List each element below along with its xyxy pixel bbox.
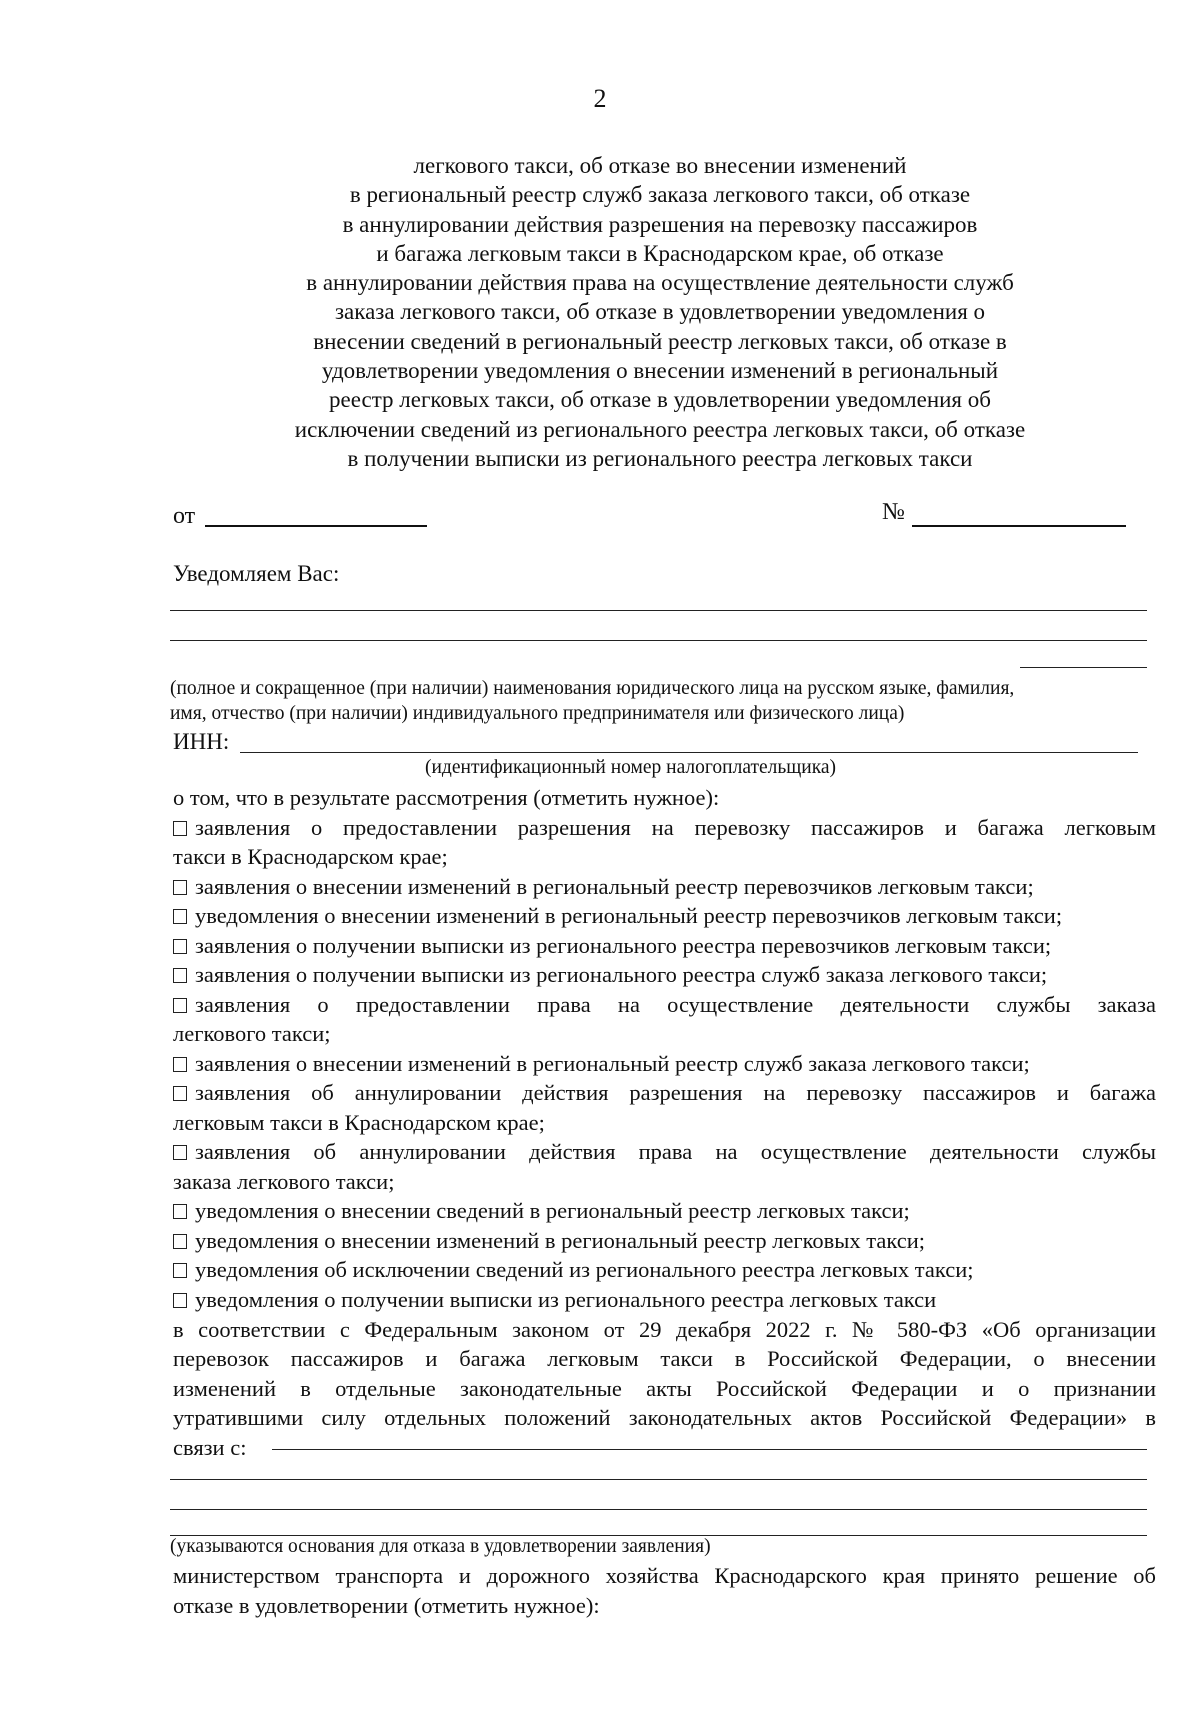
number-field-line — [912, 525, 1126, 527]
title-line: в аннулировании действия права на осуществление деятельности служб — [306, 270, 1014, 296]
page-number: 2 — [593, 84, 607, 113]
title-line: и багажа легковым такси в Краснодарском крае, об отказе — [376, 240, 944, 266]
checklist-item — [173, 1196, 1156, 1226]
checklist-item-continuation — [173, 1108, 1156, 1138]
checklist-item — [173, 931, 1156, 961]
checklist-item-text: заявления о получении выписки из регионального реестра перевозчиков легковым такси; — [195, 932, 1052, 958]
in-connection-label: связи с: — [173, 1434, 247, 1460]
checklist-item — [173, 960, 1156, 990]
document-title — [160, 151, 1160, 473]
checklist-item-text: легкового такси; — [173, 1021, 331, 1046]
checklist-item-text: заявления об аннулировании действия права на осуществление деятельности службы — [195, 1139, 1156, 1164]
checklist-item-text: уведомления о внесении сведений в региональный реестр легковых такси; — [195, 1198, 910, 1223]
checkbox[interactable] — [173, 1234, 187, 1249]
title-line: реестр легковых такси, об отказе в удовлетворении уведомления об — [329, 387, 991, 413]
checklist-item-text: заявления о внесении изменений в региональный реестр перевозчиков легковым такси; — [195, 873, 1034, 899]
decision-text — [173, 1561, 1156, 1620]
checklist-item — [173, 813, 1156, 843]
title-line: удовлетворении уведомления о внесении изменений в региональный — [321, 358, 999, 384]
checkbox[interactable] — [173, 1145, 187, 1160]
checkbox[interactable] — [173, 1204, 187, 1219]
checklist-item-text: уведомления о внесении изменений в региональный реестр перевозчиков легковым такси; — [195, 903, 1063, 928]
from-label: от — [173, 503, 196, 529]
checkbox[interactable] — [173, 821, 187, 836]
checklist-item — [173, 872, 1156, 902]
checklist-item-text: заявления о предоставлении права на осуществление деятельности службы заказа — [195, 991, 1156, 1017]
checkbox[interactable] — [173, 998, 187, 1013]
checklist-item-continuation — [173, 1019, 1156, 1049]
law-line: утратившими силу отдельных положений законодательных актов Российской Федерации» в — [173, 1405, 1156, 1431]
checklist-item-text: легковым такси в Краснодарском крае; — [173, 1109, 545, 1135]
checkbox[interactable] — [173, 1086, 187, 1101]
title-line: заказа легкового такси, об отказе в удовлетворении уведомления о — [334, 299, 986, 325]
decision-line: министерством транспорта и дорожного хозяйства Краснодарского края принято решение об — [173, 1563, 1156, 1588]
checklist-item — [173, 1285, 1156, 1315]
title-line: исключении сведений из регионального реестра легковых такси, об отказе — [294, 416, 1026, 442]
grounds-note: (указываются основания для отказа в удовлетворении заявления) — [170, 1536, 711, 1557]
checklist-item-text: заявления о предоставлении разрешения на перевозку пассажиров и багажа легковым — [195, 814, 1156, 840]
grounds-line — [170, 1479, 1147, 1480]
checkbox[interactable] — [173, 1057, 187, 1072]
applicant-line — [170, 640, 1147, 641]
checkbox[interactable] — [173, 909, 187, 924]
inn-label: ИНН: — [173, 729, 230, 754]
checklist-item — [173, 1078, 1156, 1108]
applicant-note: имя, отчество (при наличии) индивидуального предпринимателя или физического лица) — [170, 703, 905, 724]
law-line: перевозок пассажиров и багажа легковым такси в Российской Федерации, о внесении — [173, 1346, 1156, 1372]
law-paragraph — [173, 1315, 1156, 1462]
checklist-intro: о том, что в результате рассмотрения (отметить нужное): — [173, 785, 720, 810]
decision-line: отказе в удовлетворении (отметить нужное): — [173, 1592, 600, 1618]
checkbox[interactable] — [173, 1263, 187, 1278]
checklist-item-continuation — [173, 1167, 1156, 1197]
checklist-item — [173, 990, 1156, 1020]
checklist-item-text: такси в Краснодарском крае; — [173, 844, 448, 869]
law-line: в соответствии с Федеральным законом от 29 декабря 2022 г. № 580-ФЗ «Об организации — [173, 1317, 1156, 1342]
checkbox[interactable] — [173, 1293, 187, 1308]
checklist-item — [173, 1049, 1156, 1079]
title-line: внесении сведений в региональный реестр легковых такси, об отказе в — [313, 328, 1007, 354]
checklist-item — [173, 901, 1156, 931]
checklist-item-text: заявления об аннулировании действия разрешения на перевозку пассажиров и багажа — [195, 1080, 1156, 1105]
title-line: в аннулировании действия разрешения на перевозку пассажиров — [342, 211, 978, 237]
checkbox[interactable] — [173, 968, 187, 983]
date-field-line — [205, 525, 427, 527]
checklist-item-text: уведомления об исключении сведений из регионального реестра легковых такси; — [195, 1257, 974, 1282]
title-line: в региональный реестр служб заказа легкового такси, об отказе — [349, 182, 971, 208]
inn-note: (идентификационный номер налогоплательщика) — [425, 757, 837, 778]
checklist-item — [173, 1137, 1156, 1167]
checkbox[interactable] — [173, 880, 187, 895]
checklist-item-text: заявления о получении выписки из регионального реестра служб заказа легкового такси; — [195, 962, 1048, 987]
number-label: № — [882, 499, 905, 525]
title-line: легкового такси, об отказе во внесении изменений — [413, 153, 907, 178]
checklist-item-text: заказа легкового такси; — [173, 1168, 395, 1194]
checklist — [173, 783, 1156, 1314]
grounds-line — [170, 1509, 1147, 1510]
applicant-note: (полное и сокращенное (при наличии) наименования юридического лица на русском языке, фамилия, — [170, 678, 1015, 699]
notify-label: Уведомляем Вас: — [173, 561, 340, 586]
checklist-item-text: уведомления о внесении изменений в региональный реестр легковых такси; — [195, 1227, 926, 1253]
checklist-item — [173, 1226, 1156, 1256]
checkbox[interactable] — [173, 939, 187, 954]
applicant-line — [170, 610, 1147, 611]
applicant-line — [1020, 667, 1147, 668]
checklist-item-text: заявления о внесении изменений в региональный реестр служб заказа легкового такси; — [195, 1050, 1030, 1076]
inn-field-line — [240, 752, 1138, 753]
grounds-field-line — [272, 1449, 1147, 1450]
title-line: в получении выписки из регионального реестра легковых такси — [347, 445, 973, 471]
checklist-item-continuation — [173, 842, 1156, 872]
checklist-item-text: уведомления о получении выписки из регионального реестра легковых такси — [195, 1286, 937, 1312]
checklist-item — [173, 1255, 1156, 1285]
law-line: изменений в отдельные законодательные акты Российской Федерации и о признании — [173, 1375, 1156, 1401]
